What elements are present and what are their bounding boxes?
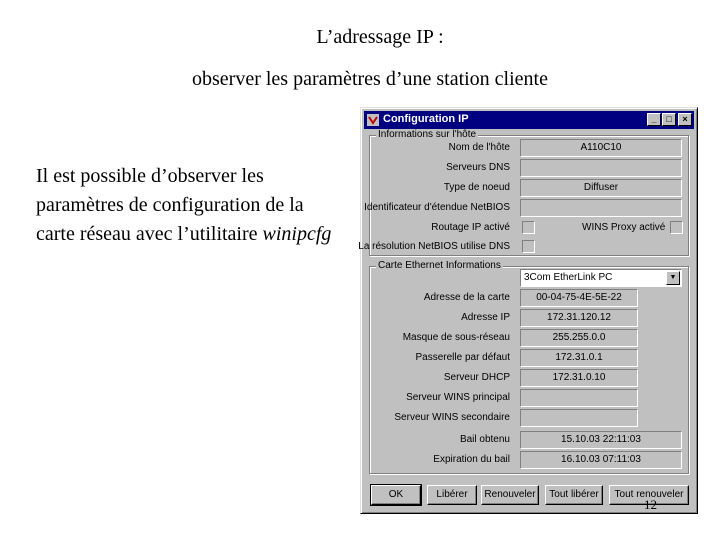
primary-wins-value bbox=[520, 389, 638, 407]
netbios-dns-label: La résolution NetBIOS utilise DNS bbox=[358, 241, 510, 252]
dhcp-server-row bbox=[370, 368, 688, 388]
network-app-icon bbox=[367, 114, 379, 126]
lease-expires-label: Expiration du bail bbox=[433, 454, 510, 465]
subnet-mask-value: 255.255.0.0 bbox=[520, 329, 638, 347]
maximize-button[interactable]: □ bbox=[662, 113, 676, 126]
lease-obtained-value: 15.10.03 22:11:03 bbox=[520, 431, 682, 449]
default-gateway-value: 172.31.0.1 bbox=[520, 349, 638, 367]
adapter-address-row bbox=[370, 288, 688, 308]
adapter-dropdown[interactable] bbox=[520, 269, 682, 287]
host-info-group bbox=[358, 129, 689, 256]
chevron-down-icon[interactable]: ▼ bbox=[666, 271, 680, 285]
default-gateway-label: Passerelle par défaut bbox=[415, 352, 510, 363]
ip-routing-label: Routage IP activé bbox=[431, 222, 510, 233]
ip-address-row bbox=[370, 308, 688, 328]
ip-address-label: Adresse IP bbox=[461, 312, 510, 323]
close-button[interactable]: × bbox=[678, 113, 692, 126]
wins-proxy-checkbox[interactable] bbox=[670, 221, 683, 234]
renew-button[interactable]: Renouveler bbox=[481, 485, 539, 505]
adapter-info-group bbox=[369, 260, 689, 474]
netbios-scope-value bbox=[520, 199, 682, 217]
primary-wins-label: Serveur WINS principal bbox=[406, 392, 510, 403]
netbios-dns-checkbox[interactable] bbox=[522, 240, 535, 253]
dhcp-server-label: Serveur DHCP bbox=[443, 372, 510, 383]
default-gateway-row bbox=[370, 348, 688, 368]
lease-obtained-label: Bail obtenu bbox=[459, 434, 510, 445]
host-name-label: Nom de l'hôte bbox=[448, 142, 510, 153]
ip-routing-checkbox[interactable] bbox=[522, 221, 535, 234]
netbios-dns-row bbox=[358, 237, 688, 257]
secondary-wins-row bbox=[370, 408, 688, 428]
lease-obtained-row bbox=[370, 430, 688, 450]
lease-expires-value: 16.10.03 07:11:03 bbox=[520, 451, 682, 469]
node-type-value: Diffuser bbox=[520, 179, 682, 197]
wins-proxy-label: WINS Proxy activé bbox=[582, 222, 666, 233]
slide-subtitle: observer les paramètres d’une station cliente bbox=[192, 68, 548, 90]
host-name-value: A110C10 bbox=[520, 139, 682, 157]
dns-servers-label: Serveurs DNS bbox=[446, 162, 510, 173]
adapter-info-group-label: Carte Ethernet Informations bbox=[378, 260, 501, 271]
body-text-emphasis: winipcfg bbox=[262, 223, 332, 245]
page-number: 12 bbox=[644, 497, 657, 512]
ip-address-value: 172.31.120.12 bbox=[520, 309, 638, 327]
window-titlebar[interactable] bbox=[364, 111, 694, 129]
lease-expires-row bbox=[370, 450, 688, 470]
release-button[interactable]: Libérer bbox=[427, 485, 477, 505]
ip-config-window bbox=[360, 107, 698, 514]
release-all-button[interactable]: Tout libérer bbox=[545, 485, 603, 505]
dhcp-server-value: 172.31.0.10 bbox=[520, 369, 638, 387]
renew-all-button[interactable]: Tout renouveler bbox=[609, 485, 689, 505]
body-text-main: Il est possible d’observer les paramètres de configuration de la carte réseau avec l’utilitaire bbox=[36, 165, 304, 245]
dns-servers-row bbox=[370, 158, 688, 178]
secondary-wins-value bbox=[520, 409, 638, 427]
dns-servers-value bbox=[520, 159, 682, 177]
subnet-mask-label: Masque de sous-réseau bbox=[402, 332, 510, 343]
netbios-scope-row bbox=[364, 198, 688, 218]
ip-routing-row bbox=[370, 218, 688, 238]
host-name-row bbox=[370, 138, 688, 158]
adapter-select-row bbox=[370, 267, 688, 287]
minimize-button[interactable]: _ bbox=[647, 113, 661, 126]
secondary-wins-label: Serveur WINS secondaire bbox=[394, 412, 510, 423]
adapter-dropdown-value: 3Com EtherLink PC bbox=[524, 272, 613, 283]
adapter-address-value: 00-04-75-4E-5E-22 bbox=[520, 289, 638, 307]
window-title: Configuration IP bbox=[383, 113, 469, 125]
slide-title: L’adressage IP : bbox=[316, 26, 444, 48]
ok-button[interactable]: OK bbox=[371, 485, 421, 505]
subnet-mask-row bbox=[370, 328, 688, 348]
netbios-scope-label: Identificateur d'étendue NetBIOS bbox=[364, 202, 510, 213]
slide-body-text bbox=[36, 162, 336, 249]
adapter-address-label: Adresse de la carte bbox=[423, 292, 510, 303]
host-info-group-label: Informations sur l'hôte bbox=[378, 129, 477, 140]
node-type-row bbox=[370, 178, 688, 198]
node-type-label: Type de noeud bbox=[443, 182, 510, 193]
primary-wins-row bbox=[370, 388, 688, 408]
